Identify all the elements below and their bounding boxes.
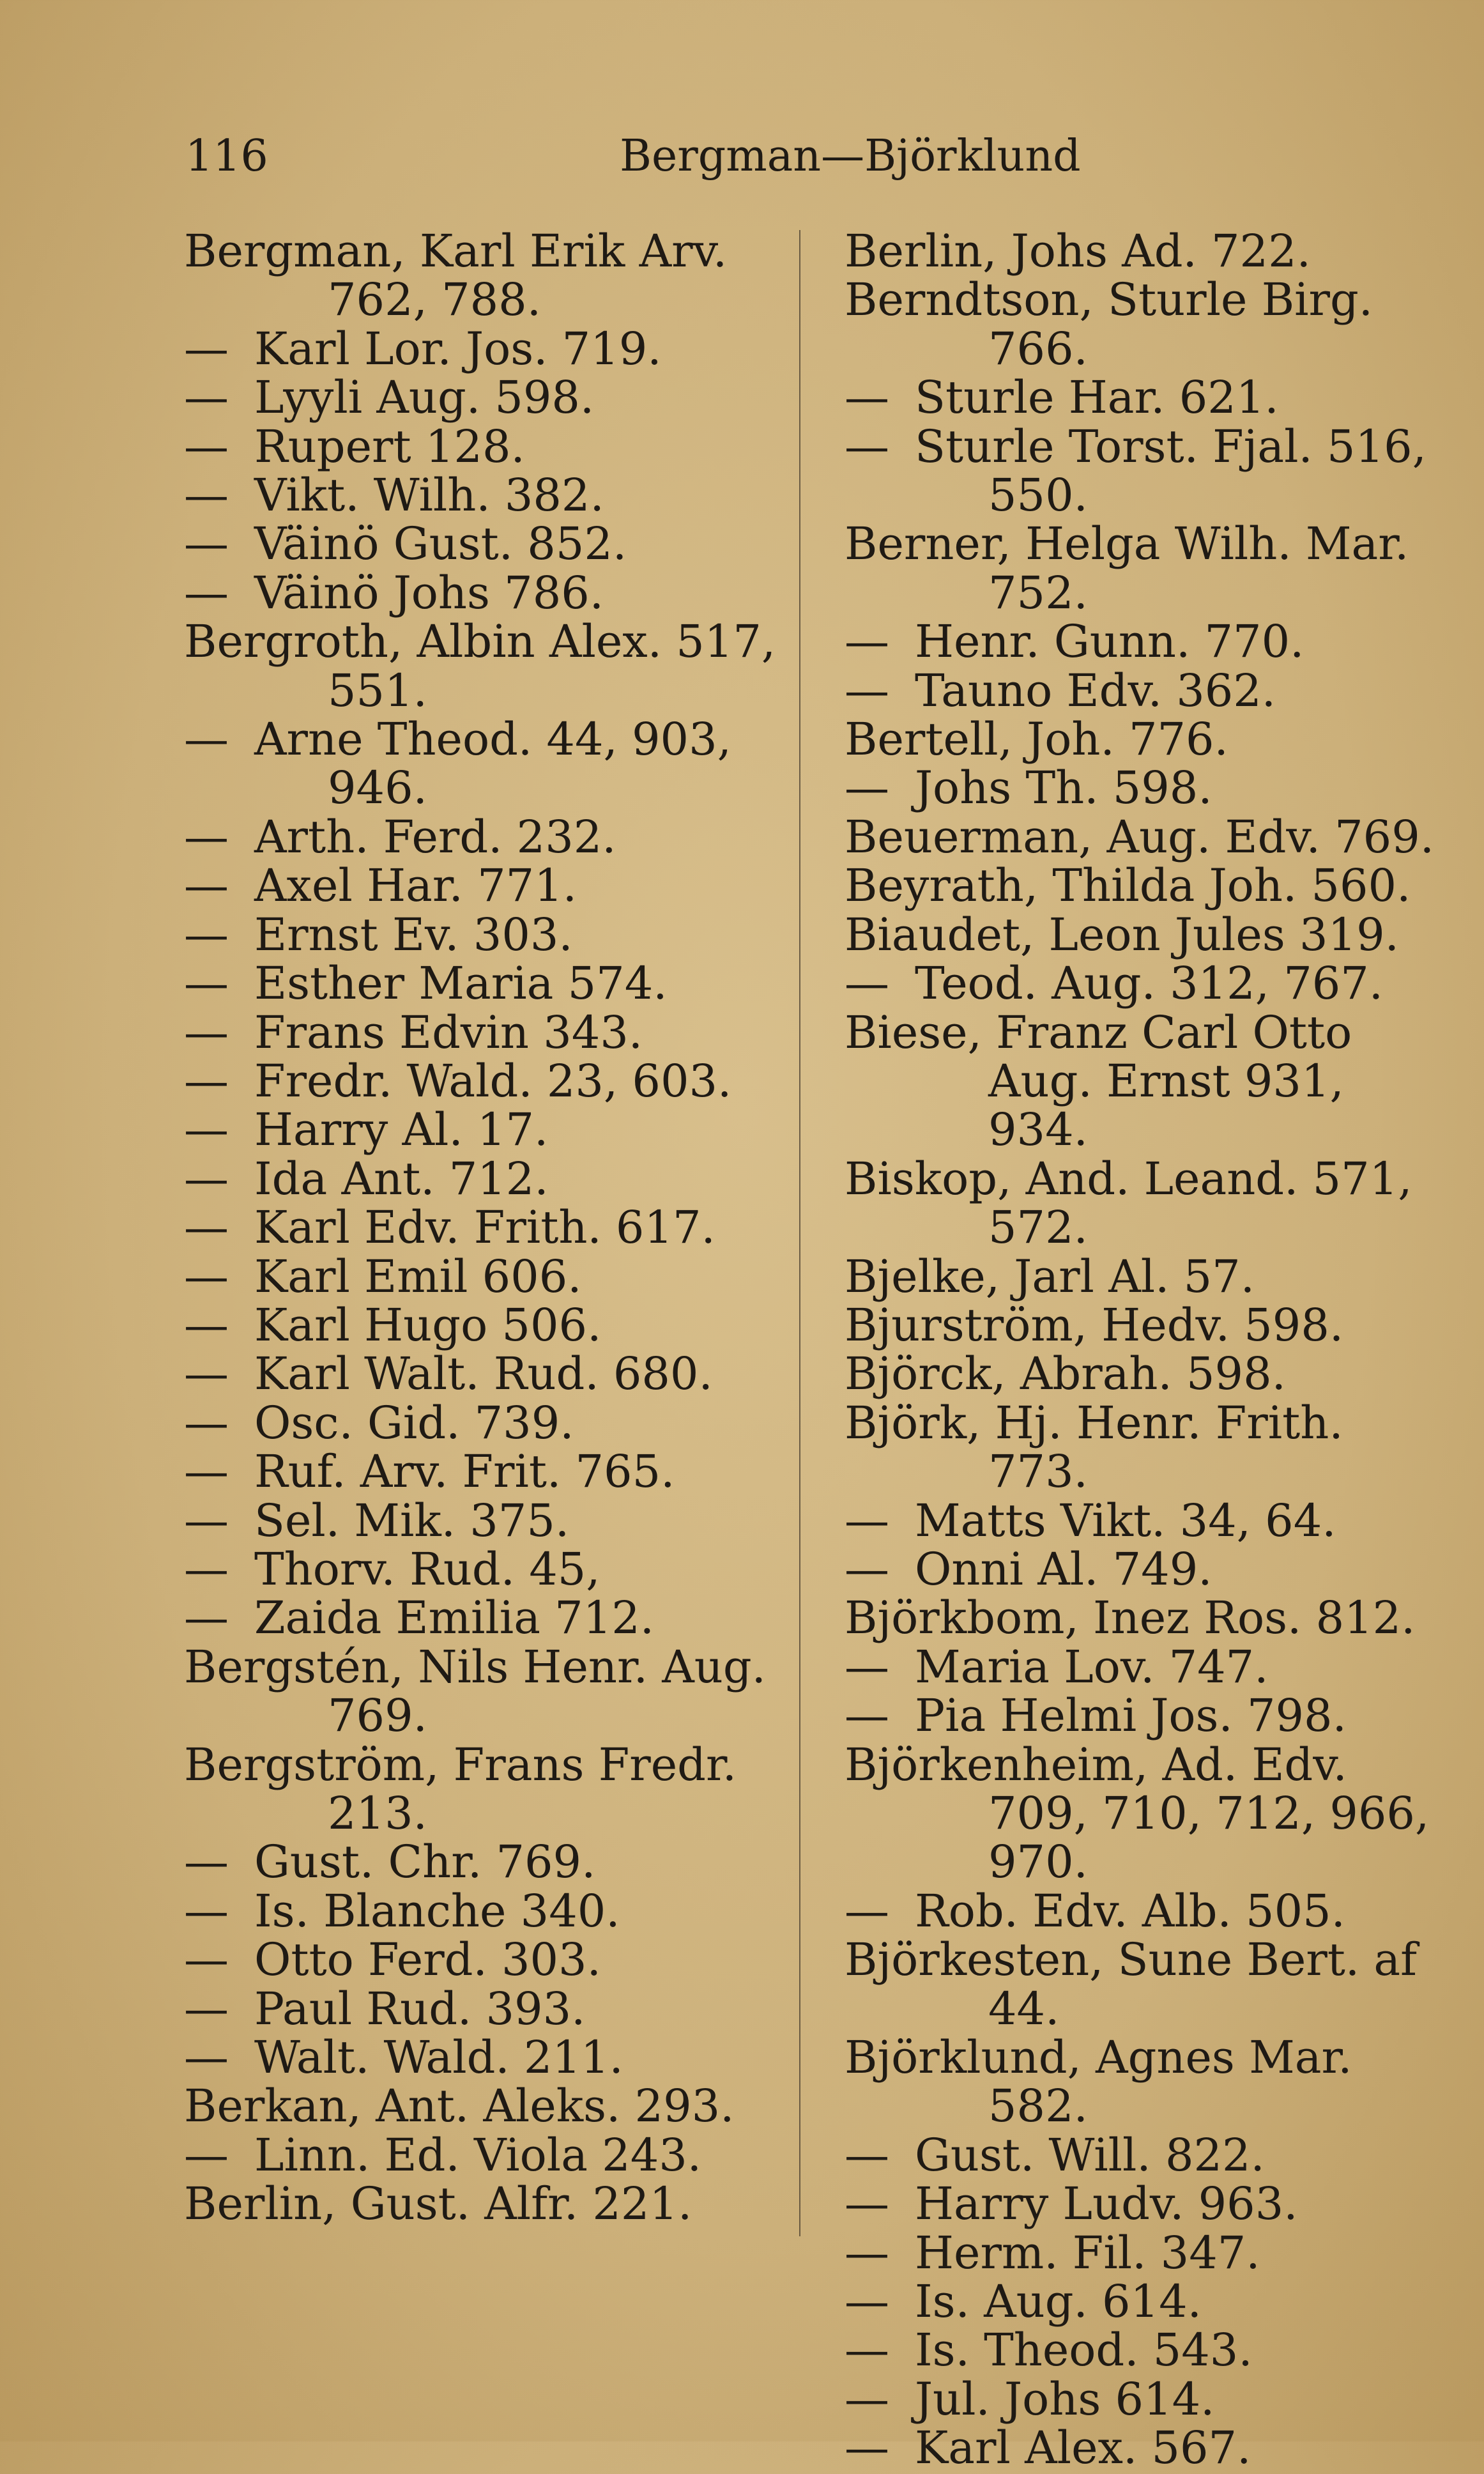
index-subentry <box>845 2324 1445 2377</box>
subentry-dash: — <box>845 420 889 473</box>
entry-text: Biese, Franz Carl Otto Aug. Ernst 931, 934. <box>845 1006 1352 1156</box>
index-subentry <box>845 422 1445 520</box>
index-entry <box>845 275 1445 373</box>
index-subentry <box>184 1447 797 1496</box>
subentry-dash: — <box>184 2128 229 2181</box>
index-entry <box>845 1298 1445 1351</box>
subentry-dash: — <box>845 2422 889 2474</box>
index-subentry <box>845 1496 1445 1545</box>
entry-text: Is. Aug. 614. <box>915 2275 1202 2328</box>
entry-text: Zaida Emilia 712. <box>254 1592 655 1645</box>
index-entry <box>845 910 1445 959</box>
subentry-dash: — <box>184 2031 229 2084</box>
subentry-dash: — <box>184 1054 229 1107</box>
entry-text: Väinö Johs 786. <box>254 566 604 619</box>
index-subentry <box>184 373 797 422</box>
right-column <box>845 227 1445 2473</box>
index-subentry <box>184 1935 797 1984</box>
index-subentry <box>184 1008 797 1057</box>
entry-text: Berlin, Johs Ad. 722. <box>845 225 1311 277</box>
entry-text: Björklund, Agnes Mar. 582. <box>845 2031 1352 2133</box>
entry-text: Tauno Edv. 362. <box>915 664 1276 717</box>
entry-text: Matts Vikt. 34, 64. <box>915 1494 1336 1547</box>
index-entry <box>845 1740 1445 1887</box>
entry-text: Esther Maria 574. <box>254 957 668 1010</box>
subentry-dash: — <box>184 371 229 424</box>
left-column <box>184 227 797 2229</box>
subentry-dash: — <box>184 1445 229 1498</box>
entry-text: Otto Ferd. 303. <box>254 1933 601 1986</box>
entry-text: Karl Alex. 567. <box>915 2422 1251 2474</box>
entry-text: Karl Walt. Rud. 680. <box>254 1348 713 1401</box>
subentry-dash: — <box>184 1836 229 1889</box>
subentry-dash: — <box>184 1152 229 1205</box>
subentry-dash: — <box>184 1201 229 1254</box>
subentry-dash: — <box>845 2128 889 2181</box>
index-entry <box>845 861 1445 910</box>
entry-text: Bergström, Frans Fredr. 213. <box>184 1738 737 1840</box>
entry-text: Biaudet, Leon Jules 319. <box>845 908 1399 961</box>
index-entry <box>845 810 1445 863</box>
index-subentry <box>184 910 797 959</box>
subentry-dash: — <box>184 1542 229 1595</box>
subentry-dash: — <box>184 908 229 961</box>
entry-text: Rupert 128. <box>254 420 525 473</box>
index-entry <box>845 227 1445 275</box>
entry-text: Björk, Hj. Henr. Frith. 773. <box>845 1396 1343 1498</box>
entry-text: Bergstén, Nils Henr. Aug. 769. <box>184 1640 766 1742</box>
entry-text: Karl Edv. Frith. 617. <box>254 1201 715 1254</box>
subentry-dash: — <box>184 1006 229 1059</box>
entry-text: Sturle Har. 621. <box>915 371 1279 424</box>
index-subentry <box>845 1691 1445 1740</box>
entry-text: Björck, Abrah. 598. <box>845 1348 1286 1401</box>
index-entry <box>845 1152 1445 1254</box>
subentry-dash: — <box>845 2275 889 2328</box>
entry-text: Björkbom, Inez Ros. 812. <box>845 1592 1416 1645</box>
entry-text: Linn. Ed. Viola 243. <box>254 2128 702 2181</box>
index-subentry <box>845 2178 1445 2231</box>
subentry-dash: — <box>845 2178 889 2231</box>
entry-text: Gust. Chr. 769. <box>254 1836 596 1889</box>
subentry-dash: — <box>184 1348 229 1401</box>
entry-text: Sturle Torst. Fjal. 516, 550. <box>915 420 1427 522</box>
index-subentry <box>184 322 797 375</box>
index-subentry <box>184 959 797 1008</box>
subentry-dash: — <box>184 1494 229 1547</box>
entry-text: Ruf. Arv. Frit. 765. <box>254 1445 675 1498</box>
entry-text: Onni Al. 749. <box>915 1542 1212 1595</box>
index-subentry <box>184 810 797 863</box>
index-entry <box>845 2033 1445 2131</box>
index-entry <box>184 1640 797 1742</box>
subentry-dash: — <box>184 1396 229 1449</box>
subentry-dash: — <box>184 1250 229 1303</box>
page-number: 116 <box>185 131 268 181</box>
entry-text: Berndtson, Sturle Birg. 766. <box>845 273 1373 375</box>
entry-text: Bertell, Joh. 776. <box>845 713 1228 766</box>
entry-text: Fredr. Wald. 23, 603. <box>254 1054 732 1107</box>
index-subentry <box>845 2424 1445 2472</box>
index-subentry <box>184 1396 797 1449</box>
subentry-dash: — <box>845 2372 889 2425</box>
entry-text: Is. Theod. 543. <box>915 2324 1253 2377</box>
subentry-dash: — <box>184 1982 229 2035</box>
index-subentry <box>845 959 1445 1008</box>
index-subentry <box>845 2372 1445 2425</box>
entry-text: Harry Al. 17. <box>254 1103 549 1156</box>
entry-text: Bergroth, Albin Alex. 517, 551. <box>184 615 776 717</box>
entry-text: Johs Th. 598. <box>915 762 1212 815</box>
index-subentry <box>184 715 797 813</box>
subentry-dash: — <box>184 1933 229 1986</box>
running-head: Bergman—Björklund <box>620 131 1081 181</box>
index-subentry <box>845 1542 1445 1595</box>
entry-text: Bjurström, Hedv. 598. <box>845 1298 1344 1351</box>
subentry-dash: — <box>184 322 229 375</box>
entry-text: Jul. Johs 614. <box>915 2372 1215 2425</box>
index-subentry <box>184 1298 797 1351</box>
index-subentry <box>184 1592 797 1645</box>
entry-text: Frans Edvin 343. <box>254 1006 643 1059</box>
index-subentry <box>184 566 797 619</box>
subentry-dash: — <box>845 1542 889 1595</box>
index-subentry <box>184 861 797 910</box>
entry-text: Arne Theod. 44, 903, 946. <box>254 713 731 815</box>
entry-text: Bjelke, Jarl Al. 57. <box>845 1250 1255 1303</box>
entry-text: Sel. Mik. 375. <box>254 1494 570 1547</box>
column-divider <box>799 230 800 2236</box>
index-entry <box>845 1348 1445 1401</box>
index-subentry <box>184 1884 797 1937</box>
index-subentry <box>845 2277 1445 2326</box>
index-subentry <box>184 1252 797 1301</box>
entry-text: Berner, Helga Wilh. Mar. 752. <box>845 518 1409 619</box>
index-entry <box>845 1396 1445 1498</box>
entry-text: Osc. Gid. 739. <box>254 1396 574 1449</box>
index-subentry <box>845 762 1445 815</box>
subentry-dash: — <box>845 615 889 668</box>
index-subentry <box>184 1836 797 1889</box>
index-subentry <box>184 1105 797 1154</box>
subentry-dash: — <box>184 713 229 766</box>
entry-text: Pia Helmi Jos. 798. <box>915 1689 1347 1742</box>
entry-text: Walt. Wald. 211. <box>254 2031 623 2084</box>
entry-text: Gust. Will. 822. <box>915 2128 1265 2181</box>
entry-text: Ida Ant. 712. <box>254 1152 549 1205</box>
entry-text: Biskop, And. Leand. 571, 572. <box>845 1152 1412 1254</box>
subentry-dash: — <box>845 1884 889 1937</box>
entry-text: Thorv. Rud. 45, <box>254 1542 600 1595</box>
entry-text: Ernst Ev. 303. <box>254 908 573 961</box>
index-subentry <box>845 666 1445 715</box>
subentry-dash: — <box>845 762 889 815</box>
subentry-dash: — <box>184 1103 229 1156</box>
entry-text: Björkesten, Sune Bert. af 44. <box>845 1933 1418 2035</box>
entry-text: Arth. Ferd. 232. <box>254 810 616 863</box>
entry-text: Axel Har. 771. <box>254 859 578 912</box>
subentry-dash: — <box>184 810 229 863</box>
index-subentry <box>184 1982 797 2035</box>
index-subentry <box>845 617 1445 666</box>
subentry-dash: — <box>184 859 229 912</box>
entry-text: Lyyli Aug. 598. <box>254 371 595 424</box>
subentry-dash: — <box>184 1884 229 1937</box>
subentry-dash: — <box>845 2324 889 2377</box>
subentry-dash: — <box>184 1298 229 1351</box>
index-subentry <box>184 1348 797 1401</box>
index-subentry <box>845 373 1445 422</box>
index-entry <box>845 1252 1445 1301</box>
index-subentry <box>845 1640 1445 1693</box>
entry-text: Karl Lor. Jos. 719. <box>254 322 662 375</box>
subentry-dash: — <box>845 1689 889 1742</box>
entry-text: Björkenheim, Ad. Edv. 709, 710, 712, 966, 970. <box>845 1738 1430 1889</box>
index-subentry <box>184 1496 797 1545</box>
entry-text: Teod. Aug. 312, 767. <box>915 957 1384 1010</box>
subentry-dash: — <box>845 371 889 424</box>
index-entry <box>184 617 797 715</box>
entry-text: Is. Blanche 340. <box>254 1884 620 1937</box>
entry-text: Karl Hugo 506. <box>254 1298 602 1351</box>
subentry-dash: — <box>184 420 229 473</box>
index-entry <box>845 519 1445 617</box>
entry-text: Harry Ludv. 963. <box>915 2178 1298 2231</box>
entry-text: Väinö Gust. 852. <box>254 518 627 571</box>
index-entry <box>845 1935 1445 2033</box>
index-subentry <box>184 2033 797 2082</box>
entry-text: Maria Lov. 747. <box>915 1640 1269 1693</box>
entry-text: Vikt. Wilh. 382. <box>254 469 604 522</box>
index-subentry <box>184 1542 797 1595</box>
entry-text: Bergman, Karl Erik Arv. 762, 788. <box>184 225 728 327</box>
index-subentry <box>184 469 797 522</box>
entry-text: Beuerman, Aug. Edv. 769. <box>845 810 1434 863</box>
entry-text: Rob. Edv. Alb. 505. <box>915 1884 1345 1937</box>
entry-text: Berkan, Ant. Aleks. 293. <box>184 2080 735 2133</box>
index-subentry <box>845 2128 1445 2181</box>
entry-text: Paul Rud. 393. <box>254 1982 586 2035</box>
index-subentry <box>184 2128 797 2181</box>
entry-text: Karl Emil 606. <box>254 1250 582 1303</box>
subentry-dash: — <box>845 664 889 717</box>
index-subentry <box>184 422 797 471</box>
index-subentry <box>845 2226 1445 2279</box>
subentry-dash: — <box>184 566 229 619</box>
page-header <box>185 128 1292 185</box>
index-entry <box>184 227 797 325</box>
index-subentry <box>184 518 797 571</box>
index-entry <box>845 1008 1445 1155</box>
subentry-dash: — <box>845 957 889 1010</box>
index-subentry <box>184 1054 797 1107</box>
index-entry <box>184 2178 797 2231</box>
entry-text: Herm. Fil. 347. <box>915 2226 1260 2279</box>
index-entry <box>845 1592 1445 1645</box>
subentry-dash: — <box>845 1640 889 1693</box>
index-entry <box>184 1740 797 1838</box>
subentry-dash: — <box>845 2226 889 2279</box>
index-subentry <box>845 1884 1445 1937</box>
subentry-dash: — <box>184 957 229 1010</box>
entry-text: Beyrath, Thilda Joh. 560. <box>845 859 1411 912</box>
subentry-dash: — <box>184 1592 229 1645</box>
subentry-dash: — <box>184 518 229 571</box>
index-subentry <box>184 1203 797 1252</box>
subentry-dash: — <box>845 1494 889 1547</box>
index-entry <box>845 715 1445 764</box>
index-entry <box>184 2080 797 2133</box>
entry-text: Henr. Gunn. 770. <box>915 615 1304 668</box>
entry-text: Berlin, Gust. Alfr. 221. <box>184 2178 692 2231</box>
subentry-dash: — <box>184 469 229 522</box>
index-subentry <box>184 1152 797 1205</box>
